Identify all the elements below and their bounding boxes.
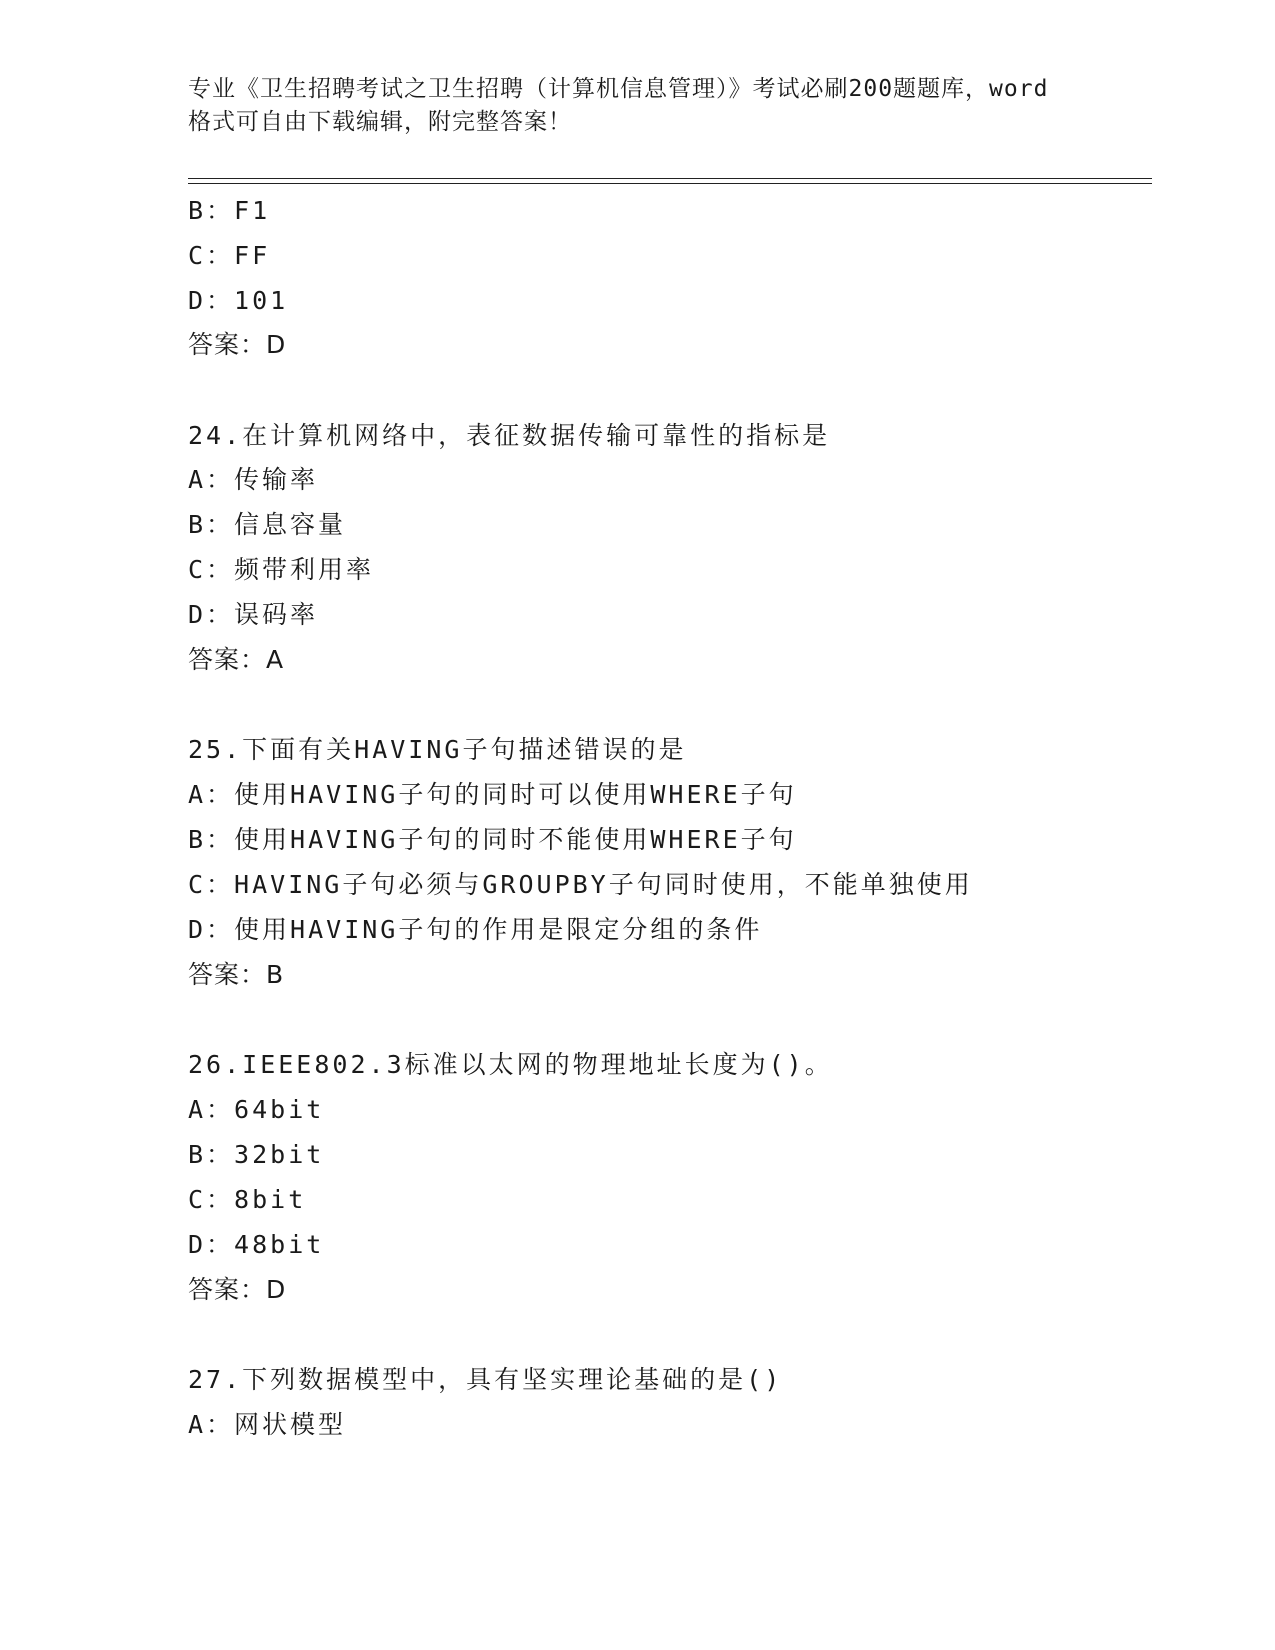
q25-option-a: A：使用HAVING子句的同时可以使用WHERE子句 <box>188 780 797 809</box>
q23-option-d: D：101 <box>188 286 289 315</box>
q26-option-a: A：64bit <box>188 1095 325 1124</box>
q23-option-b: B：F1 <box>188 196 271 225</box>
q25-option-d: D：使用HAVING子句的作用是限定分组的条件 <box>188 915 763 944</box>
header-divider-top <box>188 178 1152 179</box>
q23-answer: 答案：D <box>188 330 287 359</box>
q26-option-d: D：48bit <box>188 1230 325 1259</box>
q26-option-c: C：8bit <box>188 1185 307 1214</box>
q25-option-b: B：使用HAVING子句的同时不能使用WHERE子句 <box>188 825 797 854</box>
q24-option-b: B：信息容量 <box>188 510 347 539</box>
document-header <box>188 73 1088 139</box>
q27-option-a: A：网状模型 <box>188 1410 347 1439</box>
q24-option-c: C：频带利用率 <box>188 555 375 584</box>
header-title-line-2: 格式可自由下载编辑，附完整答案！ <box>188 109 572 135</box>
q25-option-c: C：HAVING子句必须与GROUPBY子句同时使用，不能单独使用 <box>188 870 973 899</box>
q26-option-b: B：32bit <box>188 1140 325 1169</box>
q24-option-d: D：误码率 <box>188 600 319 629</box>
q26-question: 26.IEEE802.3标准以太网的物理地址长度为()。 <box>188 1050 833 1079</box>
q23-option-c: C：FF <box>188 241 271 270</box>
q27-question: 27.下列数据模型中，具有坚实理论基础的是() <box>188 1365 783 1394</box>
q24-question: 24.在计算机网络中，表征数据传输可靠性的指标是 <box>188 421 831 450</box>
q25-question: 25.下面有关HAVING子句描述错误的是 <box>188 735 687 764</box>
q26-answer: 答案：D <box>188 1275 287 1304</box>
q25-answer: 答案：B <box>188 960 285 989</box>
header-divider-bottom <box>188 183 1152 184</box>
q24-answer: 答案：A <box>188 645 285 674</box>
q24-option-a: A：传输率 <box>188 465 319 494</box>
header-title-line-1: 专业《卫生招聘考试之卫生招聘（计算机信息管理）》考试必刷200题题库，word <box>188 76 1049 102</box>
